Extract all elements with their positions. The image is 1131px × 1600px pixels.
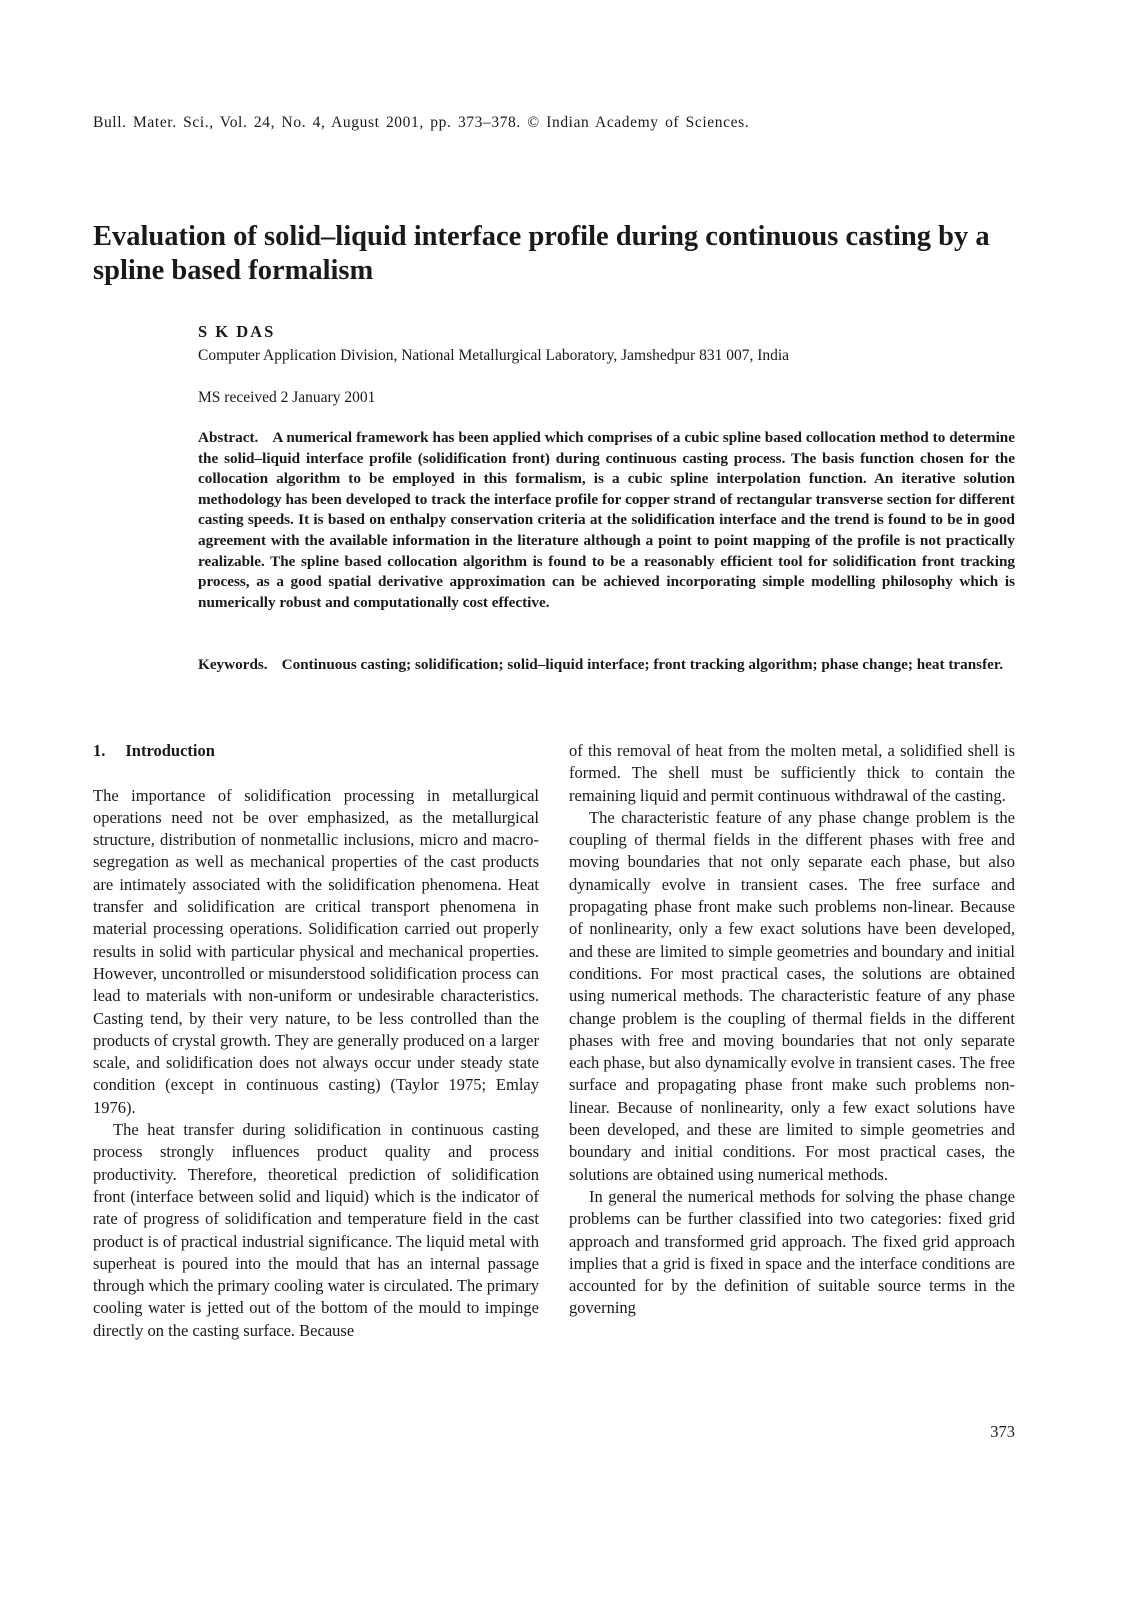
- abstract-text: A numerical framework has been applied which comprises of a cubic spline based collocation method to determine the solid–liquid interface profile (solidification front) during continuous casting process. The basis function chosen for the collocation algorithm to be employed in this formalism, is a cubic spline interpolation function. An iterative solution methodology has been developed to track the interface profile for copper strand of rectangular transverse section for different casting speeds. It is based on enthalpy conservation criteria at the solidification interface and the trend is found to be in good agreement with the available information in the literature although a point to point mapping of the profile is not practically realizable. The spline based collocation algorithm is found to be a reasonably efficient tool for solidification front tracking process, as a good spatial derivative approximation can be achieved incorporating simple modelling philosophy which is numerically robust and computationally cost effective.: [198, 429, 1015, 611]
- article-title: Evaluation of solid–liquid interface profile during continuous casting by a spline based formalism: [93, 221, 990, 286]
- section-number: 1.: [93, 741, 106, 760]
- keywords-text: Continuous casting; solidification; solid–liquid interface; front tracking algorithm; phase change; heat transfer.: [281, 656, 1004, 673]
- author-affiliation: Computer Application Division, National Metallurgical Laboratory, Jamshedpur 831 007, India: [198, 347, 790, 364]
- body-paragraph: The importance of solidification processing in metallurgical operations need not be over emphasized, as the metallurgical structure, distribution of nonmetallic inclusions, micro and macro-segregation as well as mechanical properties of the cast products are intimately associated with the solidification phenomena. Heat transfer and solidification are critical transport phenomena in material processing operations. Solidification carried out properly results in solid with particular physical and mechanical properties. However, uncontrolled or misunderstood solidification process can lead to materials with non-uniform or undesirable characteristics. Casting tend, by their very nature, to be less controlled than the products of crystal growth. They are generally produced on a larger scale, and solidification does not always occur under steady state condition (except in continuous casting) (Taylor 1975; Emlay 1976).: [93, 785, 539, 1117]
- keywords-label: Keywords.: [198, 656, 268, 673]
- body-paragraph: The heat transfer during solidification in continuous casting process strongly influences product quality and process productivity. Therefore, theoretical prediction of solidification front (interface between solid and liquid) which is the indicator of rate of progress of solidification and temperature field in the cast product is of practical industrial significance. The liquid metal with superheat is poured into the mould that has an internal passage through which the primary cooling water is circulated. The primary cooling water is jetted out of the bottom of the mould to impinge directly on the casting surface. Because: [93, 1120, 539, 1340]
- section-title: Introduction: [125, 741, 215, 760]
- right-column: [569, 740, 1015, 1320]
- journal-citation: Bull. Mater. Sci., Vol. 24, No. 4, August 2001, pp. 373–378. © Indian Academy of Sciences.: [93, 114, 750, 131]
- page-number: 373: [990, 1422, 1015, 1441]
- received-date: MS received 2 January 2001: [198, 389, 376, 406]
- abstract-label: Abstract.: [198, 429, 259, 446]
- body-paragraph: of this removal of heat from the molten metal, a solidified shell is formed. The shell must be sufficiently thick to contain the remaining liquid and permit continuous withdrawal of the casting.: [569, 741, 1015, 805]
- section-heading: [93, 740, 539, 762]
- body-paragraph: The characteristic feature of any phase change problem is the coupling of thermal fields in the different phases with free and moving boundaries that not only separate each phase, but also dynamically evolve in transient cases. The free surface and propagating phase front make such problems non-linear. Because of nonlinearity, only a few exact solutions have been developed, and these are limited to simple geometries and boundary and initial conditions. For most practical cases, the solutions are obtained using numerical methods. The characteristic feature of any phase change problem is the coupling of thermal fields in the different phases with free and moving boundaries that not only separate each phase, but also dynamically evolve in transient cases. The free surface and propagating phase front make such problems non-linear. Because of nonlinearity, only a few exact solutions have been developed, and these are limited to simple geometries and boundary and initial conditions. For most practical cases, the solutions are obtained using numerical methods.: [569, 807, 1015, 1184]
- author-name: S K DAS: [198, 322, 276, 341]
- abstract: [198, 428, 1015, 613]
- left-column: [93, 740, 539, 1342]
- keywords: [198, 655, 1015, 676]
- body-paragraph: In general the numerical methods for solving the phase change problems can be further classified into two categories: fixed grid approach and transformed grid approach. The fixed grid approach implies that a grid is fixed in space and the interface conditions are accounted for by the definition of suitable source terms in the governing: [569, 1186, 1015, 1318]
